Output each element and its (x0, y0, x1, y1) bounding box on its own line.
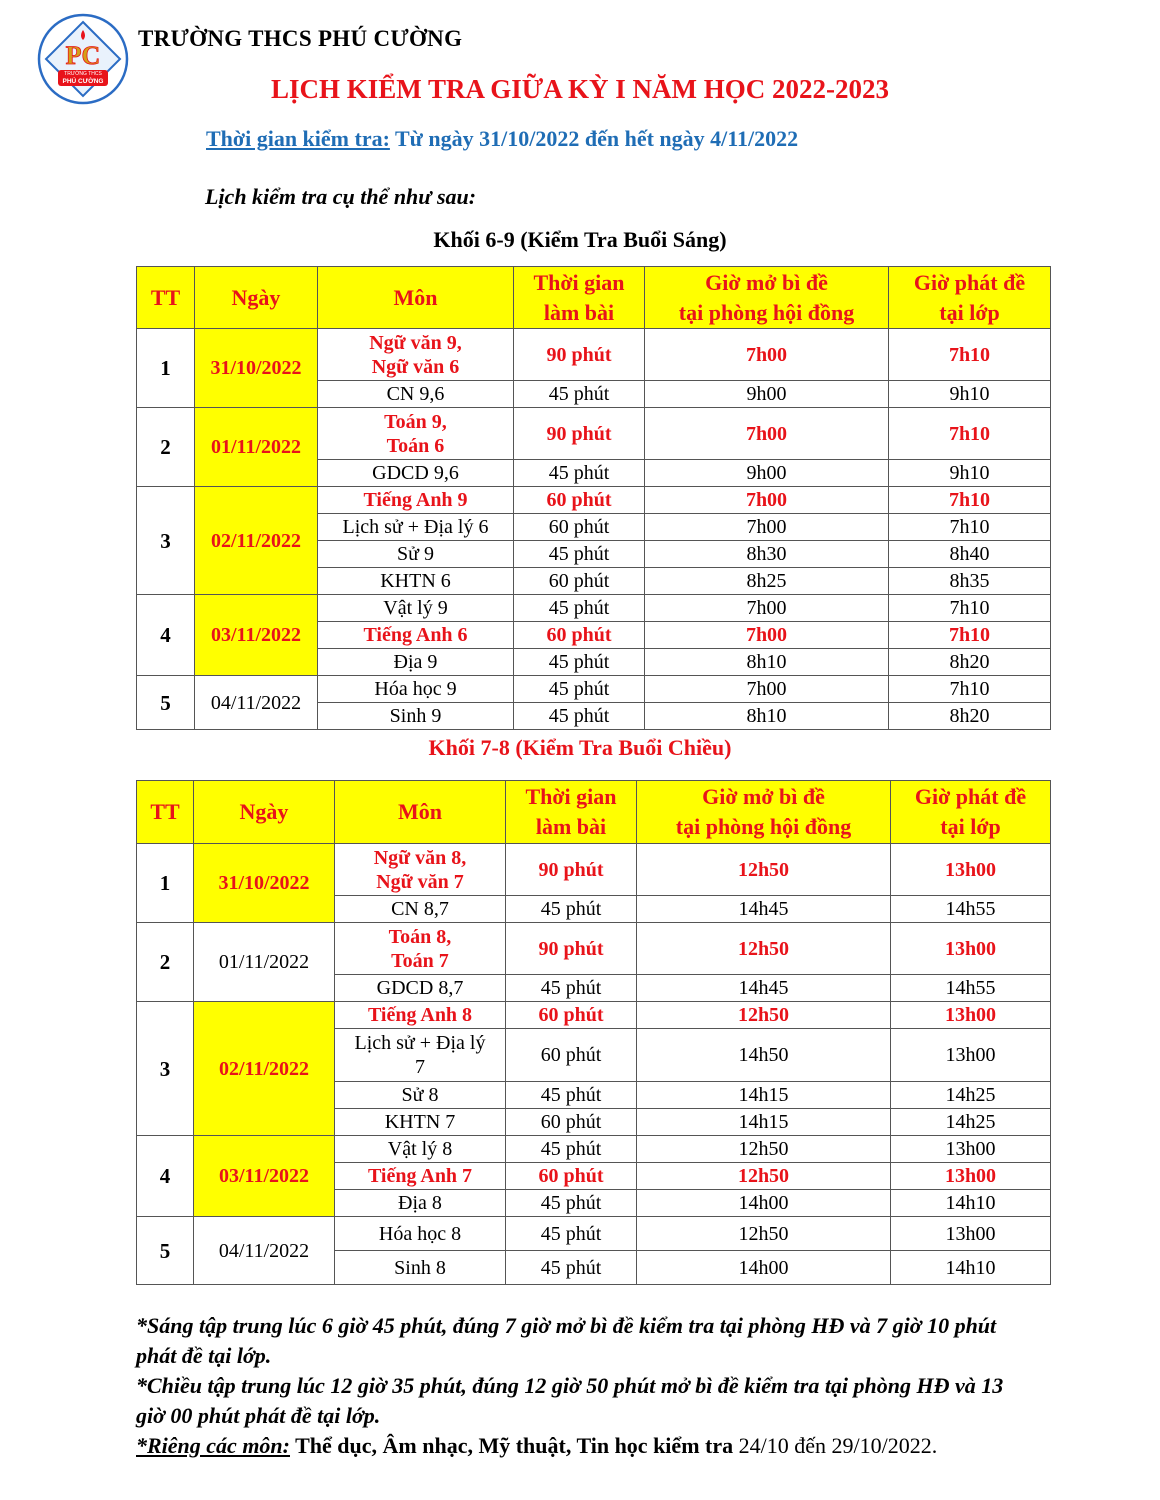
cell-issue-time: 9h10 (889, 460, 1051, 487)
cell-subject: Ngữ văn 9, Ngữ văn 6 (318, 329, 514, 381)
cell-subject: GDCD 9,6 (318, 460, 514, 487)
notes (136, 1311, 1024, 1461)
cell-subject: Tiếng Anh 9 (318, 487, 514, 514)
cell-duration: 45 phút (514, 541, 645, 568)
cell-open-time: 12h50 (637, 1136, 891, 1163)
cell-open-time: 14h00 (637, 1190, 891, 1217)
cell-date: 03/11/2022 (195, 595, 318, 676)
cell-duration: 45 phút (514, 595, 645, 622)
table-row (137, 923, 1051, 975)
cell-subject: KHTN 6 (318, 568, 514, 595)
cell-subject: Sinh 8 (335, 1251, 506, 1285)
cell-open-time: 7h00 (645, 595, 889, 622)
cell-subject: Sinh 9 (318, 703, 514, 730)
cell-duration: 45 phút (506, 975, 637, 1002)
cell-subject: Vật lý 9 (318, 595, 514, 622)
cell-tt: 1 (137, 329, 195, 408)
cell-subject: Hóa học 9 (318, 676, 514, 703)
cell-issue-time: 14h10 (891, 1190, 1051, 1217)
cell-duration: 45 phút (514, 381, 645, 408)
cell-date: 03/11/2022 (194, 1136, 335, 1217)
cell-issue-time: 13h00 (891, 1136, 1051, 1163)
cell-duration: 60 phút (514, 622, 645, 649)
exam-period-label: Thời gian kiểm tra: (206, 126, 390, 151)
cell-issue-time: 7h10 (889, 408, 1051, 460)
cell-duration: 90 phút (514, 408, 645, 460)
table-row (137, 408, 1051, 460)
cell-open-time: 8h10 (645, 703, 889, 730)
cell-subject: Ngữ văn 8, Ngữ văn 7 (335, 844, 506, 896)
cell-open-time: 7h00 (645, 329, 889, 381)
cell-subject: CN 8,7 (335, 896, 506, 923)
cell-duration: 45 phút (514, 703, 645, 730)
note-special-subjects-text: Thể dục, Âm nhạc, Mỹ thuật, Tin học kiểm tra (290, 1433, 734, 1458)
cell-date: 02/11/2022 (195, 487, 318, 595)
cell-duration: 45 phút (506, 1251, 637, 1285)
cell-issue-time: 9h10 (889, 381, 1051, 408)
cell-open-time: 8h25 (645, 568, 889, 595)
cell-issue-time: 13h00 (891, 844, 1051, 896)
cell-tt: 3 (137, 1002, 194, 1136)
table-row (137, 595, 1051, 622)
cell-duration: 45 phút (514, 460, 645, 487)
cell-duration: 45 phút (506, 1190, 637, 1217)
svg-text:TRƯỜNG THCS: TRƯỜNG THCS (64, 71, 102, 77)
cell-open-time: 14h00 (637, 1251, 891, 1285)
col-header-tt: TT (137, 781, 194, 844)
schedule-table-afternoon (136, 780, 1051, 1285)
col-header-date: Ngày (195, 267, 318, 329)
cell-issue-time: 13h00 (891, 923, 1051, 975)
section-heading-morning: Khối 6-9 (Kiểm Tra Buổi Sáng) (433, 227, 727, 252)
cell-subject: Lịch sử + Địa lý 7 (335, 1029, 506, 1082)
note-special-label: *Riêng các môn: (136, 1433, 290, 1458)
svg-text:PC: PC (65, 41, 101, 70)
cell-duration: 60 phút (506, 1002, 637, 1029)
cell-duration: 60 phút (514, 514, 645, 541)
cell-duration: 45 phút (506, 1136, 637, 1163)
cell-open-time: 14h45 (637, 975, 891, 1002)
cell-open-time: 7h00 (645, 487, 889, 514)
cell-issue-time: 7h10 (889, 622, 1051, 649)
table-row (137, 487, 1051, 514)
cell-subject: Toán 9, Toán 6 (318, 408, 514, 460)
cell-open-time: 14h50 (637, 1029, 891, 1082)
col-header-subject: Môn (318, 267, 514, 329)
cell-duration: 60 phút (506, 1109, 637, 1136)
cell-subject: Tiếng Anh 8 (335, 1002, 506, 1029)
cell-issue-time: 14h55 (891, 896, 1051, 923)
cell-open-time: 14h15 (637, 1109, 891, 1136)
table-row (137, 1002, 1051, 1029)
cell-tt: 2 (137, 923, 194, 1002)
cell-issue-time: 14h25 (891, 1109, 1051, 1136)
col-header-tt: TT (137, 267, 195, 329)
cell-subject: GDCD 8,7 (335, 975, 506, 1002)
table-row (137, 1136, 1051, 1163)
cell-date: 31/10/2022 (194, 844, 335, 923)
cell-subject: CN 9,6 (318, 381, 514, 408)
cell-duration: 60 phút (514, 487, 645, 514)
cell-tt: 2 (137, 408, 195, 487)
svg-text:PHÚ CƯỜNG: PHÚ CƯỜNG (62, 78, 104, 85)
cell-duration: 60 phút (506, 1163, 637, 1190)
cell-duration: 60 phút (506, 1029, 637, 1082)
cell-issue-time: 8h35 (889, 568, 1051, 595)
cell-open-time: 12h50 (637, 1217, 891, 1251)
col-header-duration: Thời gian làm bài (506, 781, 637, 844)
cell-duration: 60 phút (514, 568, 645, 595)
cell-open-time: 8h10 (645, 649, 889, 676)
cell-issue-time: 8h20 (889, 703, 1051, 730)
cell-duration: 45 phút (506, 1082, 637, 1109)
cell-open-time: 12h50 (637, 1163, 891, 1190)
cell-duration: 45 phút (514, 649, 645, 676)
cell-open-time: 12h50 (637, 1002, 891, 1029)
col-header-issue-time: Giờ phát đề tại lớp (891, 781, 1051, 844)
cell-issue-time: 13h00 (891, 1029, 1051, 1082)
cell-issue-time: 14h55 (891, 975, 1051, 1002)
cell-subject: Địa 8 (335, 1190, 506, 1217)
table-row (137, 844, 1051, 896)
note-special-subjects (136, 1431, 1024, 1461)
cell-open-time: 8h30 (645, 541, 889, 568)
cell-date: 31/10/2022 (195, 329, 318, 408)
cell-tt: 1 (137, 844, 194, 923)
col-header-subject: Môn (335, 781, 506, 844)
cell-open-time: 9h00 (645, 460, 889, 487)
cell-date: 04/11/2022 (194, 1217, 335, 1285)
cell-subject: Địa 9 (318, 649, 514, 676)
cell-duration: 90 phút (506, 844, 637, 896)
note-afternoon: *Chiều tập trung lúc 12 giờ 35 phút, đúng 12 giờ 50 phút mở bì đề kiểm tra tại phòng HĐ và 13 giờ 00 phút phát đề tại lớp. (136, 1373, 1004, 1428)
cell-date: 04/11/2022 (195, 676, 318, 730)
cell-issue-time: 13h00 (891, 1002, 1051, 1029)
school-name: TRƯỜNG THCS PHÚ CƯỜNG (138, 26, 463, 51)
note-morning: *Sáng tập trung lúc 6 giờ 45 phút, đúng 7 giờ mở bì đề kiểm tra tại phòng HĐ và 7 giờ 10 phút phát đề tại lớp. (136, 1313, 997, 1368)
cell-duration: 90 phút (514, 329, 645, 381)
cell-open-time: 7h00 (645, 514, 889, 541)
cell-subject: Sử 8 (335, 1082, 506, 1109)
cell-tt: 5 (137, 1217, 194, 1285)
exam-period-value: Từ ngày 31/10/2022 đến hết ngày 4/11/2022 (389, 126, 799, 151)
cell-subject: Vật lý 8 (335, 1136, 506, 1163)
cell-subject: KHTN 7 (335, 1109, 506, 1136)
cell-subject: Sử 9 (318, 541, 514, 568)
cell-issue-time: 13h00 (891, 1163, 1051, 1190)
cell-issue-time: 14h10 (891, 1251, 1051, 1285)
cell-subject: Lịch sử + Địa lý 6 (318, 514, 514, 541)
col-header-issue-time: Giờ phát đề tại lớp (889, 267, 1051, 329)
cell-issue-time: 7h10 (889, 514, 1051, 541)
cell-open-time: 7h00 (645, 622, 889, 649)
section-heading-afternoon: Khối 7-8 (Kiểm Tra Buổi Chiều) (428, 735, 732, 760)
cell-open-time: 12h50 (637, 844, 891, 896)
cell-open-time: 14h15 (637, 1082, 891, 1109)
cell-open-time: 7h00 (645, 408, 889, 460)
cell-issue-time: 8h40 (889, 541, 1051, 568)
cell-issue-time: 14h25 (891, 1082, 1051, 1109)
cell-tt: 3 (137, 487, 195, 595)
cell-subject: Tiếng Anh 6 (318, 622, 514, 649)
cell-issue-time: 13h00 (891, 1217, 1051, 1251)
cell-duration: 90 phút (506, 923, 637, 975)
cell-date: 01/11/2022 (195, 408, 318, 487)
page-title: LỊCH KIỂM TRA GIỮA KỲ I NĂM HỌC 2022-2023 (270, 74, 890, 104)
cell-tt: 5 (137, 676, 195, 730)
cell-open-time: 7h00 (645, 676, 889, 703)
cell-tt: 4 (137, 1136, 194, 1217)
intro-text: Lịch kiểm tra cụ thể như sau: (205, 184, 477, 209)
note-special-dates: 24/10 đến 29/10/2022. (733, 1433, 938, 1458)
col-header-open-time: Giờ mở bì đề tại phòng hội đồng (637, 781, 891, 844)
cell-open-time: 9h00 (645, 381, 889, 408)
cell-open-time: 12h50 (637, 923, 891, 975)
cell-subject: Tiếng Anh 7 (335, 1163, 506, 1190)
exam-period (206, 126, 798, 152)
cell-date: 01/11/2022 (194, 923, 335, 1002)
cell-issue-time: 7h10 (889, 329, 1051, 381)
schedule-table-morning (136, 266, 1051, 730)
table-row (137, 1217, 1051, 1251)
cell-issue-time: 8h20 (889, 649, 1051, 676)
cell-duration: 45 phút (514, 676, 645, 703)
cell-tt: 4 (137, 595, 195, 676)
table-row (137, 676, 1051, 703)
cell-issue-time: 7h10 (889, 676, 1051, 703)
cell-open-time: 14h45 (637, 896, 891, 923)
cell-issue-time: 7h10 (889, 595, 1051, 622)
cell-subject: Hóa học 8 (335, 1217, 506, 1251)
col-header-open-time: Giờ mở bì đề tại phòng hội đồng (645, 267, 889, 329)
cell-date: 02/11/2022 (194, 1002, 335, 1136)
cell-subject: Toán 8, Toán 7 (335, 923, 506, 975)
cell-duration: 45 phút (506, 1217, 637, 1251)
table-row (137, 329, 1051, 381)
cell-issue-time: 7h10 (889, 487, 1051, 514)
col-header-duration: Thời gian làm bài (514, 267, 645, 329)
cell-duration: 45 phút (506, 896, 637, 923)
col-header-date: Ngày (194, 781, 335, 844)
